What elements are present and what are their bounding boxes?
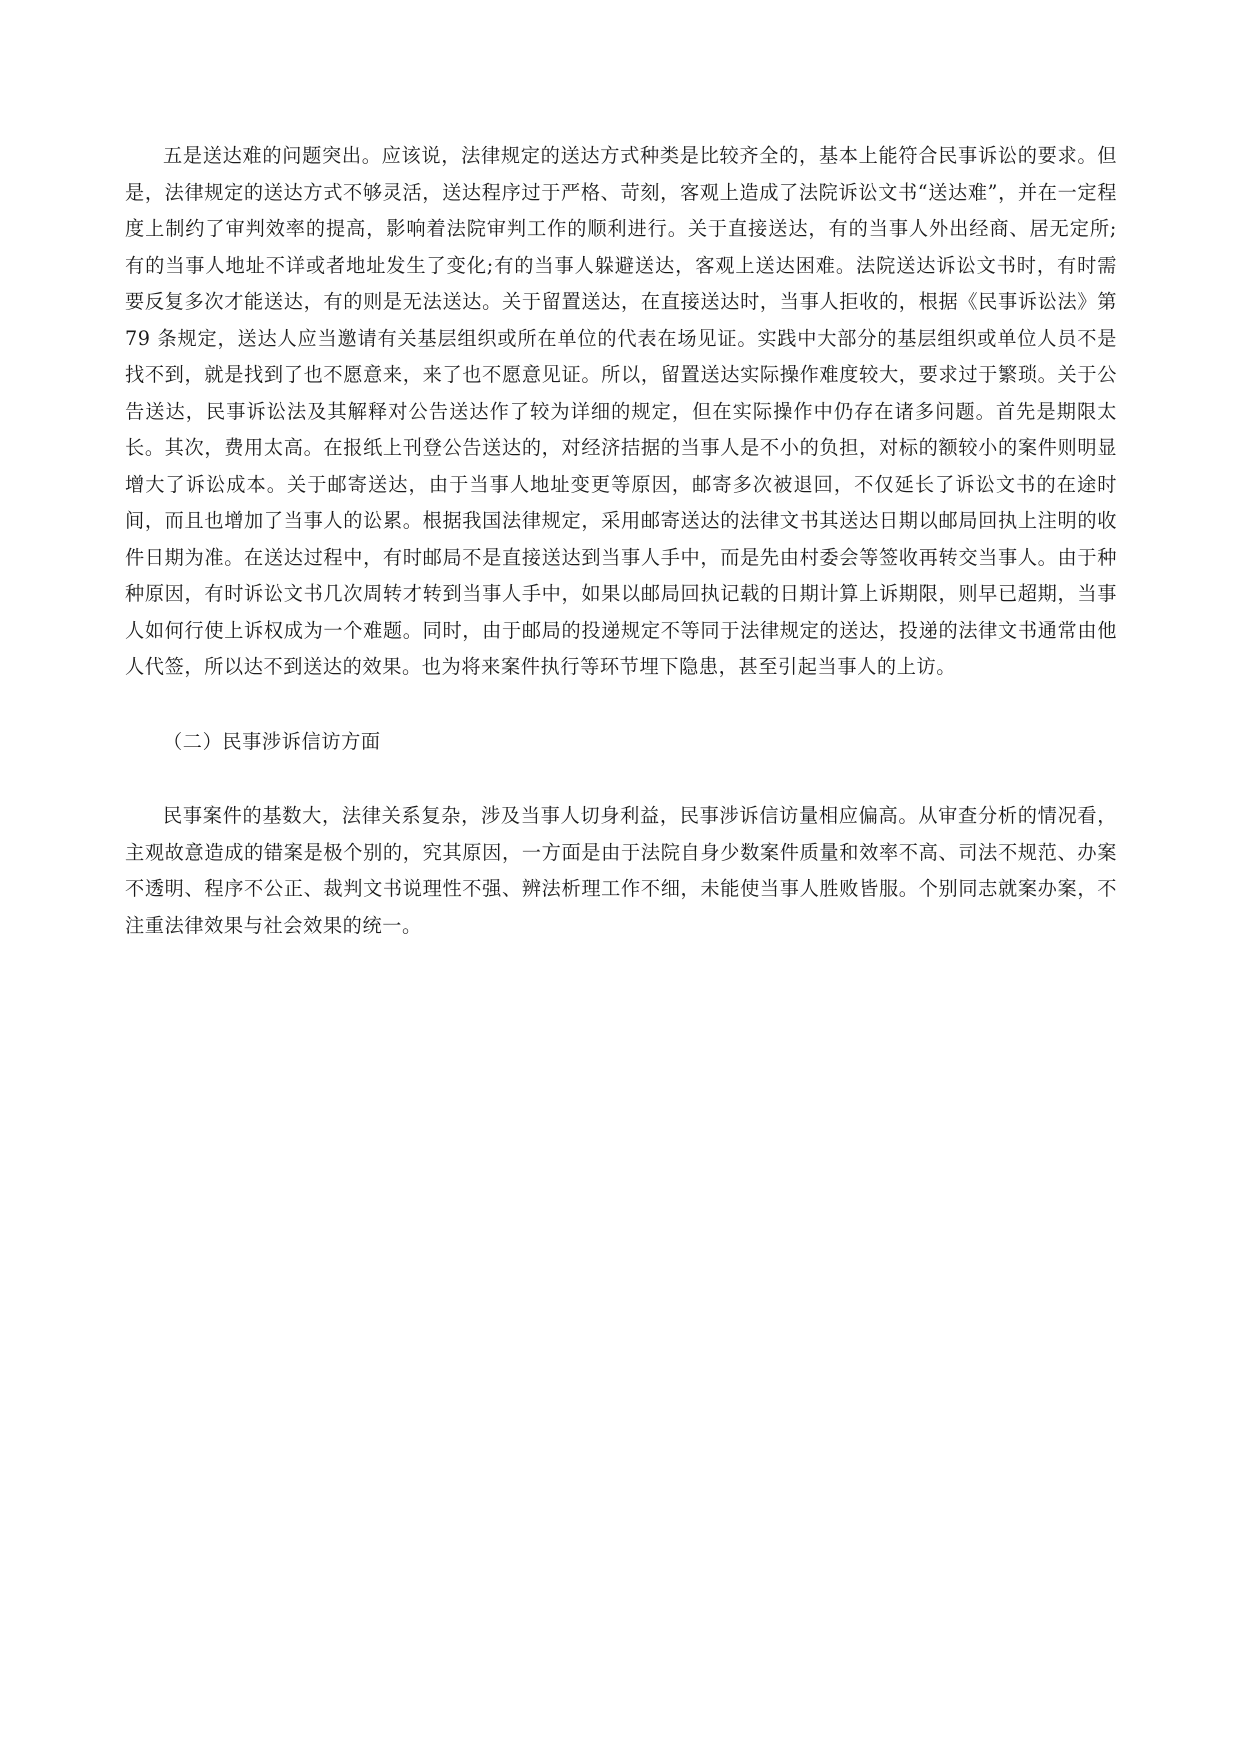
document-body bbox=[125, 138, 1117, 944]
paragraph-service-difficulty: 五是送达难的问题突出。应该说，法律规定的送达方式种类是比较齐全的，基本上能符合民事诉讼的要求。但是，法律规定的送达方式不够灵活，送达程序过于严格、苛刻，客观上造成了法院诉讼文书“送达难”，并在一定程度上制约了审判效率的提高，影响着法院审判工作的顺利进行。关于直接送达，有的当事人外出经商、居无定所;有的当事人地址不详或者地址发生了变化;有的当事人躲避送达，客观上送达困难。法院送达诉讼文书时，有时需要反复多次才能送达，有的则是无法送达。关于留置送达，在直接送达时，当事人拒收的，根据《民事诉讼法》第 79 条规定，送达人应当邀请有关基层组织或所在单位的代表在场见证。实践中大部分的基层组织或单位人员不是找不到，就是找到了也不愿意来，来了也不愿意见证。所以，留置送达实际操作难度较大，要求过于繁琐。关于公告送达，民事诉讼法及其解释对公告送达作了较为详细的规定，但在实际操作中仍存在诸多问题。首先是期限太长。其次，费用太高。在报纸上刊登公告送达的，对经济拮据的当事人是不小的负担，对标的额较小的案件则明显增大了诉讼成本。关于邮寄送达，由于当事人地址变更等原因，邮寄多次被退回，不仅延长了诉讼文书的在途时间，而且也增加了当事人的讼累。根据我国法律规定，采用邮寄送达的法律文书其送达日期以邮局回执上注明的收件日期为准。在送达过程中，有时邮局不是直接送达到当事人手中，而是先由村委会等签收再转交当事人。由于种种原因，有时诉讼文书几次周转才转到当事人手中，如果以邮局回执记载的日期计算上诉期限，则早已超期，当事人如何行使上诉权成为一个难题。同时，由于邮局的投递规定不等同于法律规定的送达，投递的法律文书通常由他人代签，所以达不到送达的效果。也为将来案件执行等环节埋下隐患，甚至引起当事人的上访。 bbox=[125, 144, 1117, 678]
paragraph-civil-petition: 民事案件的基数大，法律关系复杂，涉及当事人切身利益，民事涉诉信访量相应偏高。从审查分析的情况看，主观故意造成的错案是极个别的，究其原因，一方面是由于法院自身少数案件质量和效率不高、司法不规范、办案不透明、程序不公正、裁判文书说理性不强、辨法析理工作不细，未能使当事人胜败皆服。个别同志就案办案，不注重法律效果与社会效果的统一。 bbox=[125, 804, 1117, 937]
section-heading-civil-petition: （二）民事涉诉信访方面 bbox=[163, 729, 381, 753]
